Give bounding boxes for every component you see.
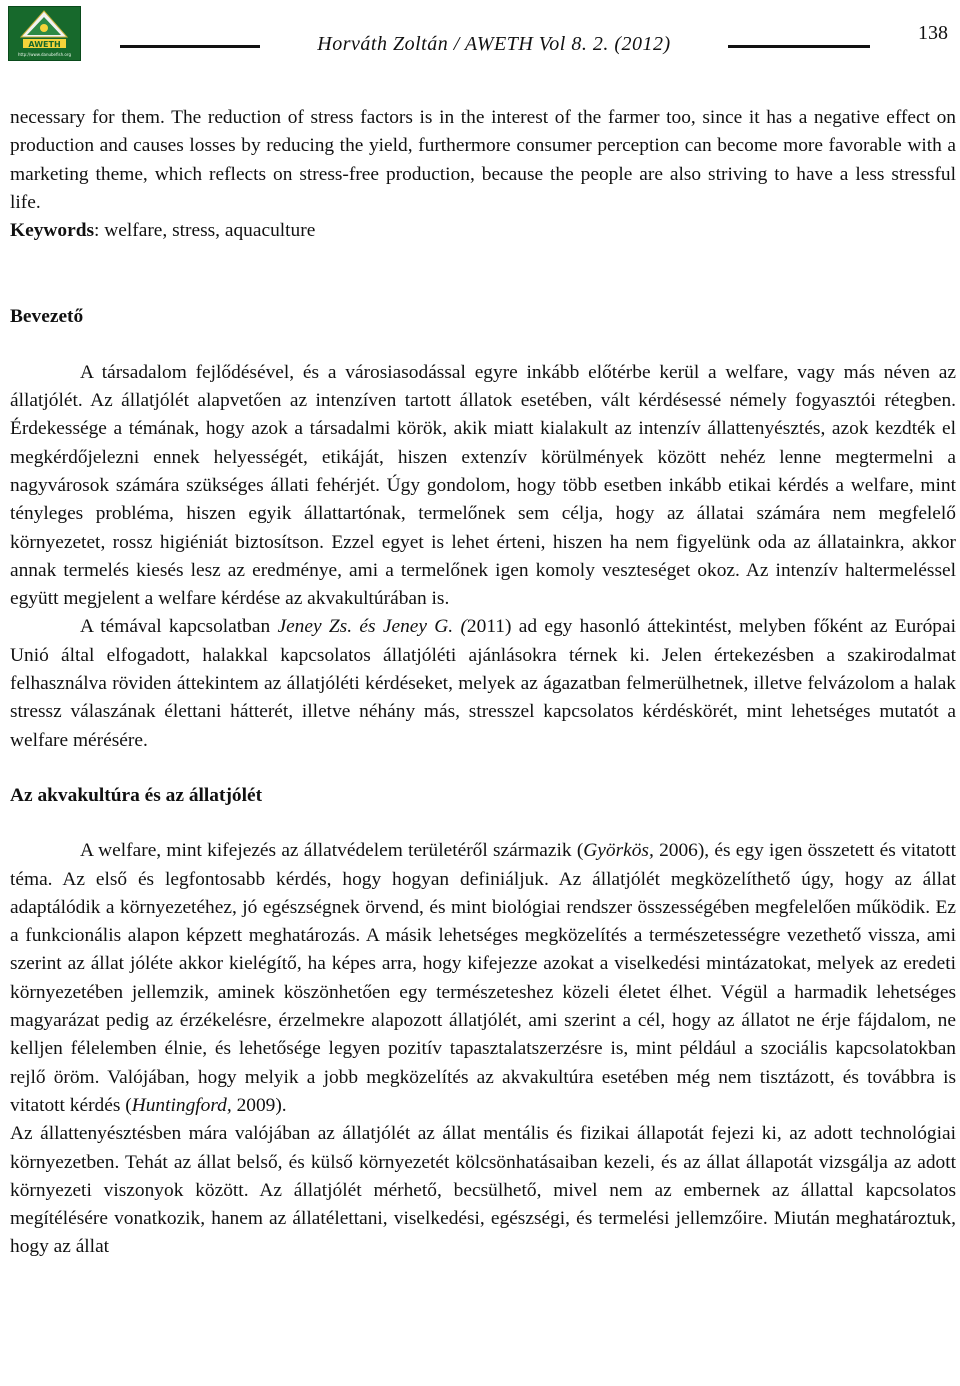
abstract-text: necessary for them. The reduction of stress factors is in the interest of the farmer too, since it has a negative effect on production and causes losses by reducing the yield, furthermore consumer perception can become more favorable with a marketing theme, which reflects on stress-free production, because the people are also striving to have a less stressful life. — [10, 107, 956, 213]
paragraph: Az állattenyésztésben mára valójában az állatjólét az állat mentális és fizikai állapotát fejezi ki, az adott technológiai környezetben. Tehát az állat belső, és külső környezetét kölcsönhatásaiban kezeli, és az állat állapotát vizsgálja az adott környezeti viszonyok között. Az állatjólét mérhető, becsülhető, mivel nem az embernek az állattal kapcsolatos megítélésére vonatkozik, hanem az állatélettani, viselkedési, egészségi, és termelési jellemzőire. Miután meghatároztuk, hogy az állat — [10, 1123, 956, 1258]
citation: Györkös, — [583, 840, 654, 862]
header-rule-left — [120, 45, 260, 48]
citation: Huntingford, — [131, 1094, 232, 1116]
keywords-label: Keywords — [10, 220, 95, 242]
page-number: 138 — [918, 22, 948, 44]
citation: Jeney Zs. és Jeney G. ( — [277, 616, 467, 638]
journal-logo — [8, 6, 81, 61]
section-title-akvakultura: Az akvakultúra és az állatjólét — [10, 784, 263, 806]
section-title-bevezeto: Bevezető — [10, 306, 84, 328]
paragraph-text: 2006), és egy igen összetett és vitatott téma. Az első és legfontosabb kérdés, hogy hogyan definiáljuk. Az állatjólét megközelíthető úgy, hogy az állat adaptálódik a környezetéhez, jó egészségnek örvend, és mint biológiai rendszer összességében megfelelően működik. Ez a funkcionális alapon képzett meghatározás. A másik lehetséges megközelítés a természetességre vezethető vissza, ami szerint az állat jóléte akkor kielégítő, ha képes arra, hogy kifejezze azokat a viselkedési mintázatokat, melyek az eredeti környezetében jellemzik, aminek köszönhetően egy természeteshez közeli életet élhet. Végül a harmadik lehetséges magyarázat pedig az érzékelésre, érzelmekre alapozott állatjólét, ami szerint a cél, hogy az állatot ne érje fájdalom, ne kelljen félelemben élnie, és lehetősége legyen pozitív tapasztalatszerzésre is, mint például a szociális kapcsolatokban rejlő öröm. Valójában, hogy melyik a jobb megközelítés az akvakultúra esetében még nem tisztázott, és továbbra is vitatott kérdés ( — [10, 840, 956, 1116]
article-body — [10, 104, 956, 1262]
logo-emblem-icon — [9, 7, 80, 60]
journal-title: Horváth Zoltán / AWETH Vol 8. 2. (2012) — [317, 33, 671, 55]
logo-text: AWETH — [28, 40, 61, 49]
keywords-line — [10, 217, 956, 245]
paragraph — [10, 613, 956, 754]
keywords-text: : welfare, stress, aquaculture — [94, 220, 316, 242]
paragraph-text: 2009). — [231, 1094, 287, 1116]
header-rule-right — [728, 45, 870, 48]
paragraph-text: A welfare, mint kifejezés az állatvédelem területéről származik ( — [80, 840, 584, 862]
paragraph-text: 2011) ad egy hasonló áttekintést, melyben főként az Európai Unió által elfogadott, halakkal kapcsolatos állatjóléti ajánlásokra térnek ki. Jelen értekezésben a szakirodalmat felhasználva röviden áttekintem az állatjóléti kérdéseket, melyek az ágazatban felmerülhetnek, illetve felvázolom a halak stressz válaszának élettani hátterét, illetve néhány más, stresszel kapcsolatos kérdéskörét, mint lehetséges mutatót a welfare mérésére. — [10, 616, 956, 751]
page-header — [0, 0, 960, 80]
paragraph: A társadalom fejlődésével, és a városiasodással egyre inkább előtérbe kerül a welfare, vagy más néven az állatjólét. Az állatjólét alapvetően az intenzíven tartott állatok esetében, vált kérdésessé némely fogyasztói rétegben. Érdekessége a témának, hogy azok a társadalmi körök, akik miatt kialakult az intenzív állattenyésztés, azok kezdték el megkérdőjelezni ennek helyességét, etikáját, hiszen extenzív körülmények között nehéz lenne megtermelni a nagyvárosok számára szükséges állati fehérjét. Úgy gondolom, hogy több esetben inkább etikai kérdés a welfare, mint tényleges probléma, hiszen egyik állattartónak, termelőnek sem célja, hogy az állatai számára nem megfelelő környezetet, rossz higiéniát biztosítson. Ezzel egyet is lehet érteni, hiszen ha nem figyelünk oda az állatainkra, akkor annak termelés kiesés lesz az eredménye, ami a termelőnek igen komoly veszteséget okoz. Az intenzív haltermeléssel együtt megjelent a welfare kérdése az akvakultúrában is. — [10, 361, 956, 610]
paragraph — [10, 837, 956, 1120]
paragraph-text: A témával kapcsolatban — [80, 616, 278, 638]
logo-url: http://www.danubefish.org — [17, 52, 72, 57]
